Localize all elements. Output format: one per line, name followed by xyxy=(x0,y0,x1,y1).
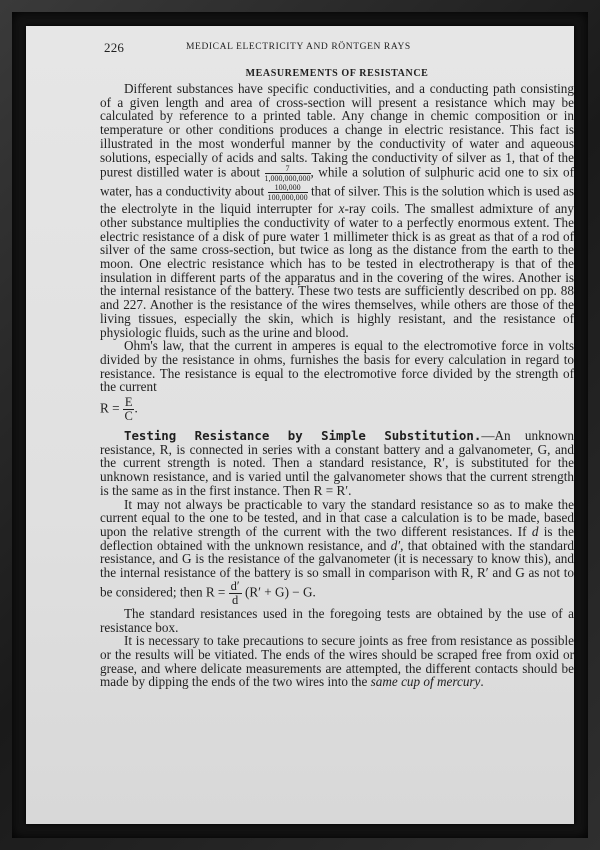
formula-numerator: E xyxy=(124,395,133,410)
deflection-d-prime: d′ xyxy=(390,537,401,553)
paragraph-conductivity xyxy=(100,82,574,339)
paragraph-precautions xyxy=(100,634,574,689)
para6-text-2: . xyxy=(480,674,484,690)
paragraph-ohms-law xyxy=(100,339,574,394)
formula-denominator: C xyxy=(124,409,133,424)
fraction-numerator: 7 xyxy=(265,164,311,174)
formula-lhs: R = xyxy=(100,400,120,416)
page-content xyxy=(100,40,574,689)
fraction-numerator: 100,000 xyxy=(268,183,308,193)
para1-text-1: Different substances have specific conductivities, and a conducting path consisting of a given length and area of cross-section will present a resistance which may be calculated by reference to a printed table. Any change in chemic composition or in temperature or other conditions produces a change in electric resistance. This fact is illustrated in the most wonderful manner by the conductivity of water and aqueous solutions, especially of acids and salts. Taking the conductivity of silver as 1, that of the purest distilled water is about xyxy=(100,81,574,180)
formula-ohms-law xyxy=(100,396,574,423)
para3-text: —An unknown resistance, R, is connected in series with a constant battery and a galvanometer, G, and the current strength is noted. Then a standard resistance, R′, is substituted for the unknown resistance, and is varied until the galvanometer shows that the current strength is the same as in the first instance. Then R = R′. xyxy=(100,428,574,498)
para4-text-2: is the deflection obtained with the unknown resistance, and xyxy=(100,523,574,553)
para4-text-1: It may not always be practicable to vary the standard resistance so as to make the current equal to the one to be tested, and in that case a calculation is to be made, based upon the relative strength of the current with the two different resistances. If xyxy=(100,496,574,539)
formula-fraction xyxy=(123,395,138,424)
para4-text-3: , that obtained with the standard resistance, and G is the resistance of the galvanometer (it is necessary to know this), and the internal resistance of the battery is so small in comparison with R, R′ and G as not to be considered; then R = xyxy=(100,537,574,600)
fraction-distilled-water xyxy=(265,164,311,183)
section-title: MEASUREMENTS OF RESISTANCE xyxy=(245,68,429,79)
running-head xyxy=(100,40,574,56)
paragraph-calculation xyxy=(100,498,574,607)
book-page xyxy=(26,26,574,824)
runin-heading: Testing Resistance by Simple Substitution. xyxy=(124,428,482,444)
fraction-denominator: 100,000,000 xyxy=(267,193,308,203)
para4-text-4: (R′ + G) − G. xyxy=(244,584,316,600)
para2-text: Ohm's law, that the current in amperes is equal to the electromotive force in volts divided by the resistance in ohms, furnishes the basis for every calculation in regard to resistance. The resistance is equal to the electromotive force divided by the strength of the current xyxy=(100,338,574,395)
fraction-numerator: d′ xyxy=(230,578,240,593)
page-number: 226 xyxy=(104,40,125,55)
para6-text-1: It is necessary to take precautions to secure joints as free from resistance as possible or the results will be vitiated. The ends of the wires should be scraped free from oxid or grease, and where delicate measurements are attempted, the different contacts should be made by dipping the ends of the two wires into the xyxy=(100,633,574,690)
mercury-italic: same cup of mercury xyxy=(370,674,481,690)
fraction-denominator: 1,000,000,000 xyxy=(264,174,311,184)
fraction-sulphuric-acid xyxy=(268,183,308,202)
x-ray-italic: x xyxy=(338,201,345,217)
fraction-denominator: d xyxy=(232,592,239,607)
paragraph-substitution xyxy=(100,429,574,498)
para1-text-2: , while a solution of sulphuric acid one to six of water, has a conductivity about xyxy=(100,164,574,199)
running-title: MEDICAL ELECTRICITY AND RÖNTGEN RAYS xyxy=(186,42,411,52)
deflection-d: d xyxy=(531,523,539,539)
formula-deflection-fraction xyxy=(229,580,242,607)
formula-end: . xyxy=(134,400,138,416)
para1-text-3: that of silver. This is the solution which is used as the electrolyte in the liquid interrupter for xyxy=(100,183,574,217)
para1-text-4: -ray coils. The smallest admixture of any other substance multiplies the conductivity of water to a perfectly enormous extent. The electric resistance of a disk of pure water 1 millimeter thick is as great as that of a rod of silver of the same cross-section, but twice as long as the distance from the earth to the moon. One electric resistance which has to be tested in electrotherapy is that of the insulation in different parts of the apparatus and in the covering of the wires. Another is the internal resistance of the battery. These two tests are sufficiently described on pp. 88 and 227. Another is the resistance of the wires themselves, while others are those of the living tissues, especially the skin, which is highly resistant, and the resistance of physiologic fluids, such as the urine and blood. xyxy=(100,201,574,340)
paragraph-resistance-box: The standard resistances used in the foregoing tests are obtained by the use of a resistance box. xyxy=(100,605,574,635)
